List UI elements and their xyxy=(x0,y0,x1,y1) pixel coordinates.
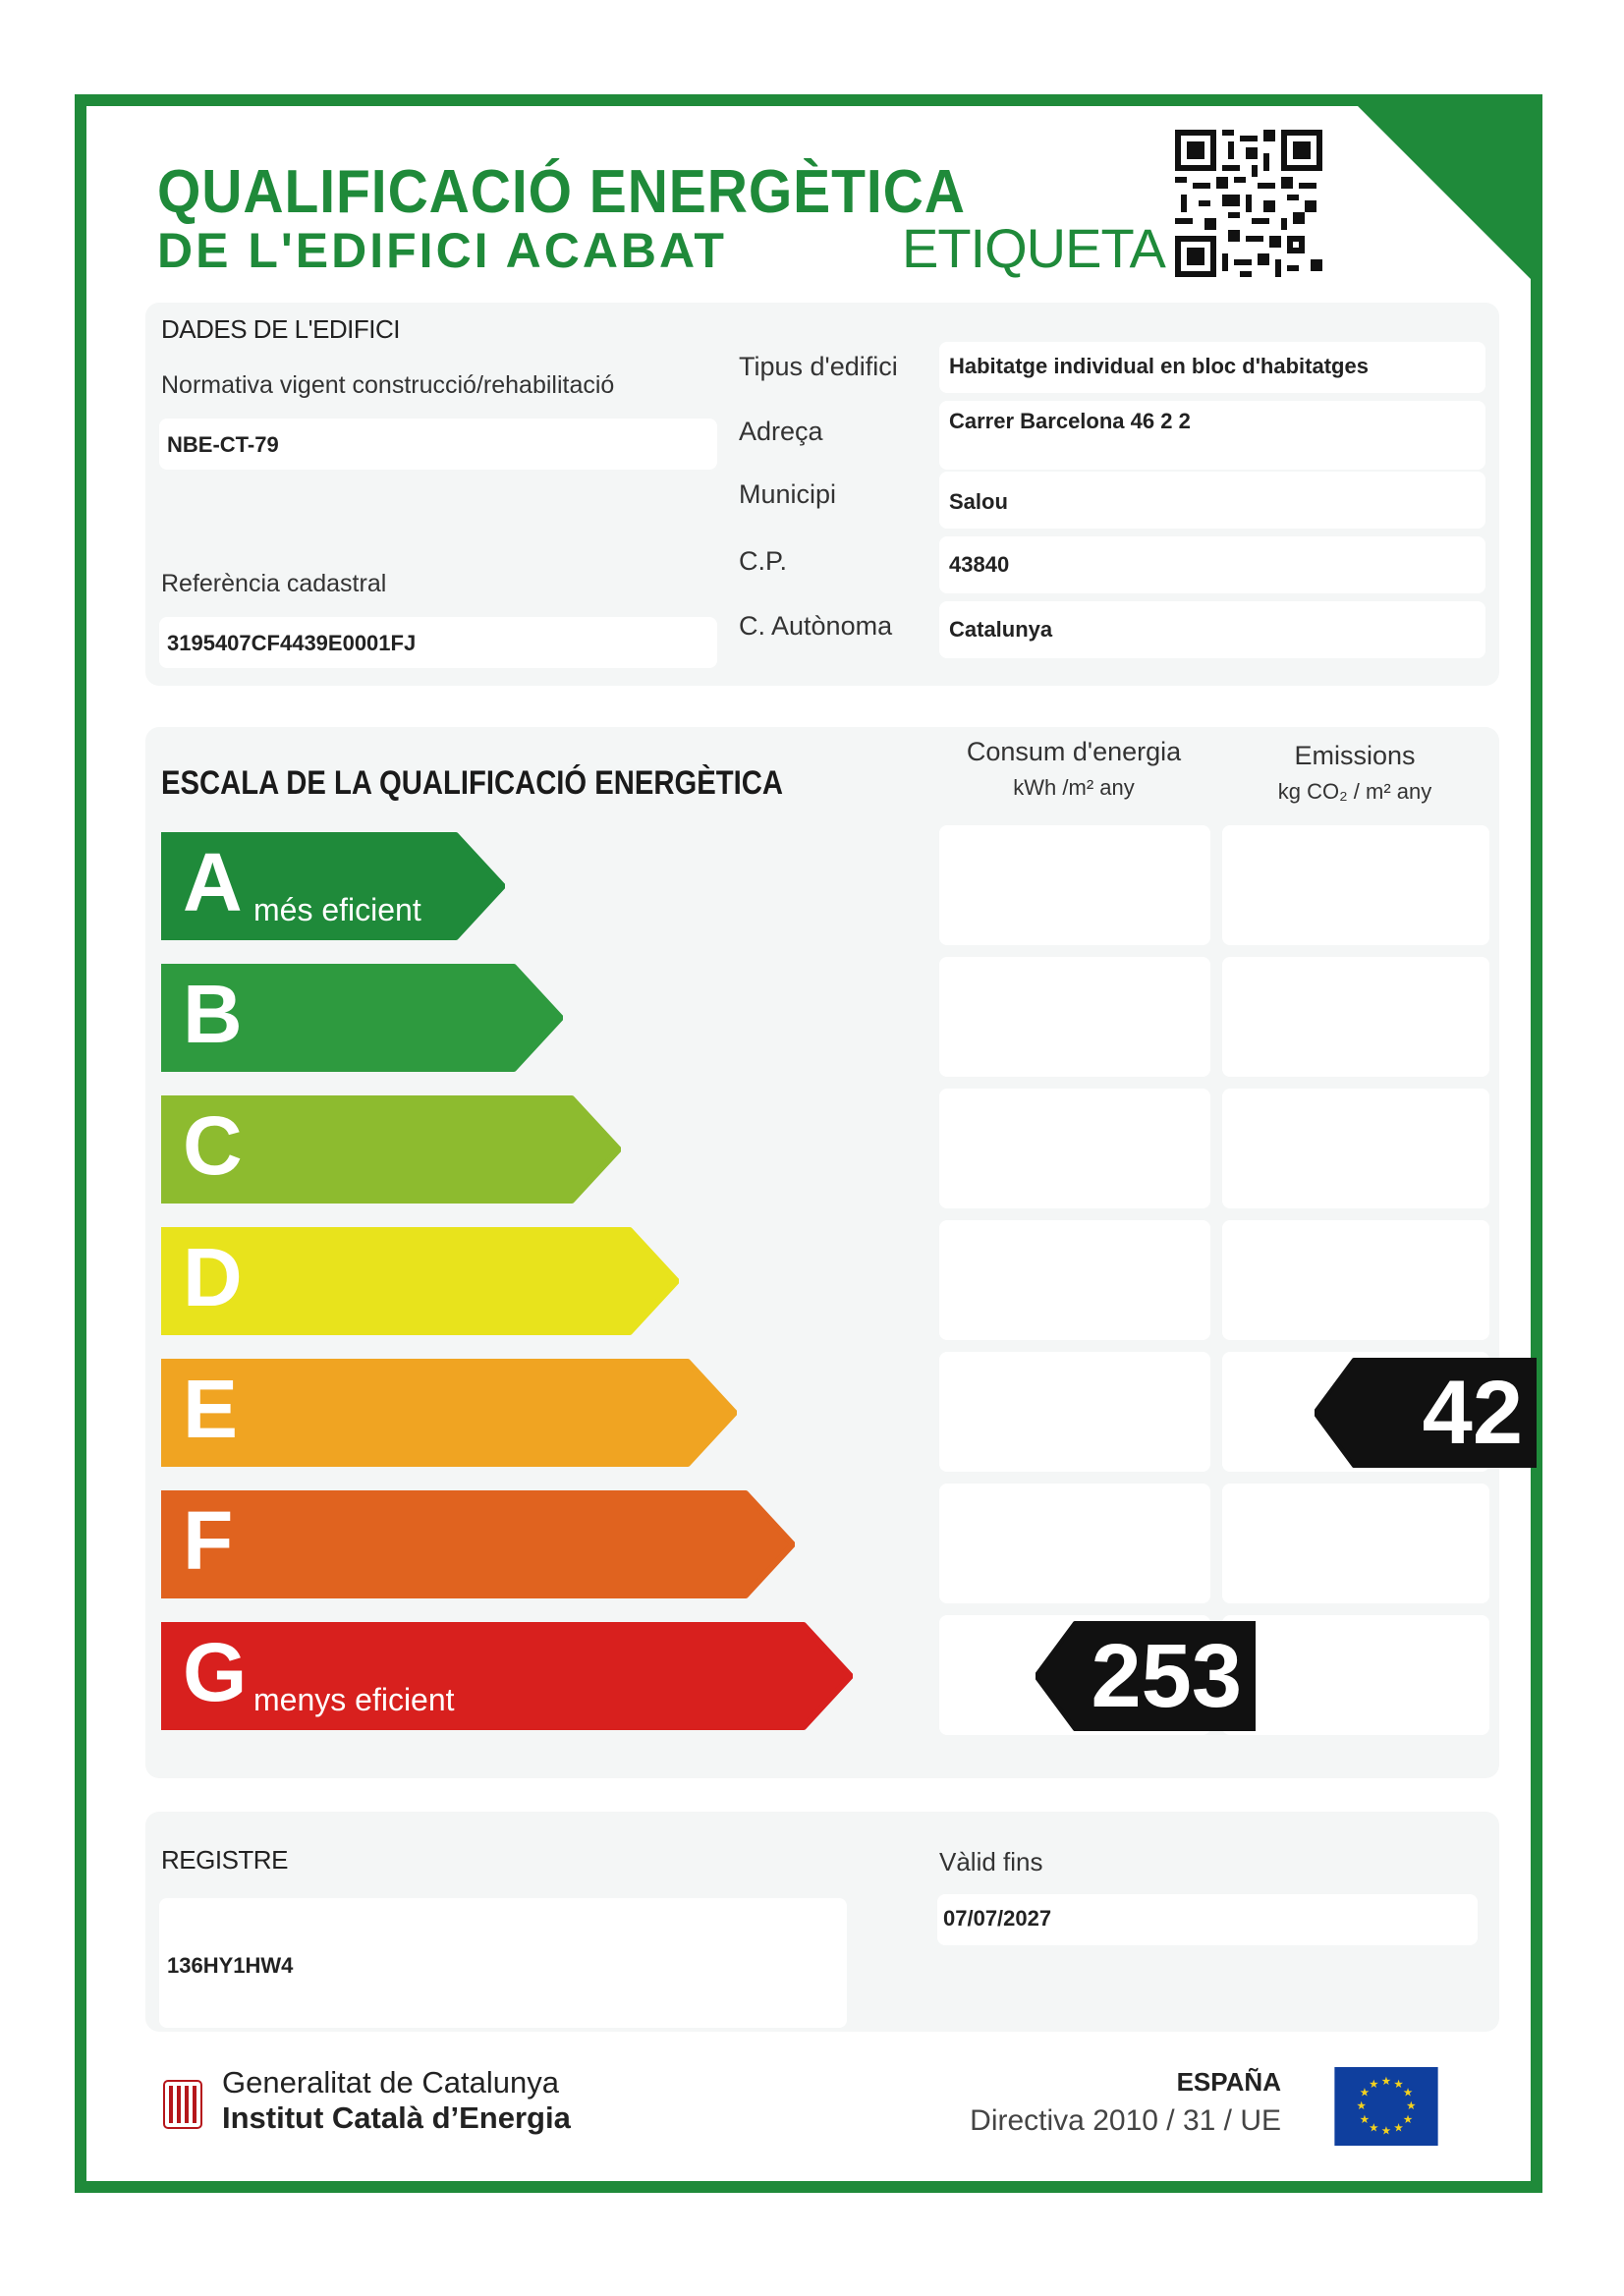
etiqueta-label: ETIQUETA xyxy=(902,217,1165,279)
registre-panel xyxy=(145,1812,1499,2032)
svg-text:★: ★ xyxy=(1380,2123,1392,2138)
org-line2: Institut Català d’Energia xyxy=(222,2100,571,2135)
emissions-unit: kg CO₂ / m² any xyxy=(1277,779,1432,804)
country-label: ESPAÑA xyxy=(1176,2067,1281,2097)
class-caption-g: menys eficient xyxy=(253,1682,455,1717)
class-letter-f: F xyxy=(183,1494,234,1587)
consum-header xyxy=(939,737,1208,801)
consum-cell-f xyxy=(939,1484,1210,1603)
svg-text:★: ★ xyxy=(1359,2111,1371,2126)
consum-unit: kWh /m² any xyxy=(1013,775,1135,800)
svg-text:★: ★ xyxy=(1393,2077,1404,2092)
valid-label: Vàlid fins xyxy=(939,1847,1043,1876)
referencia-cell xyxy=(159,617,717,668)
referencia-label: Referència cadastral xyxy=(161,570,387,597)
registre-cell xyxy=(159,1898,847,2028)
emissions-indicator-value: 42 xyxy=(1422,1363,1523,1463)
autonoma-cell xyxy=(939,601,1485,658)
class-letter-g: G xyxy=(183,1626,248,1718)
referencia-value: 3195407CF4439E0001FJ xyxy=(167,631,417,655)
cp-label: C.P. xyxy=(739,546,788,576)
adreca-label: Adreça xyxy=(739,417,823,446)
municipi-cell xyxy=(939,472,1485,529)
tipus-value: Habitatge individual en bloc d'habitatges xyxy=(949,354,1369,378)
class-bar-f xyxy=(161,1489,795,1599)
consum-cell-e xyxy=(939,1352,1210,1472)
cp-cell xyxy=(939,536,1485,593)
adreca-cell xyxy=(939,401,1485,470)
title-line1: QUALIFICACIÓ ENERGÈTICA xyxy=(157,158,966,226)
autonoma-value: Catalunya xyxy=(949,617,1053,642)
tipus-cell xyxy=(939,342,1485,393)
emissions-cell-f xyxy=(1222,1484,1489,1603)
normativa-cell xyxy=(159,419,717,470)
emissions-indicator xyxy=(1315,1358,1537,1468)
svg-text:★: ★ xyxy=(1402,2085,1414,2100)
qr-code-icon xyxy=(1175,130,1322,277)
consum-indicator-value: 253 xyxy=(1091,1626,1242,1726)
municipi-label: Municipi xyxy=(739,479,837,509)
title-line2: DE L'EDIFICI ACABAT xyxy=(157,223,727,278)
consum-cell-c xyxy=(939,1089,1210,1208)
class-caption-a: més eficient xyxy=(253,892,421,927)
corner-triangle xyxy=(1346,94,1542,291)
valid-cell xyxy=(937,1894,1478,1945)
class-letter-c: C xyxy=(183,1099,243,1192)
consum-label: Consum d'energia xyxy=(966,737,1182,766)
class-letter-e: E xyxy=(183,1363,239,1455)
municipi-value: Salou xyxy=(949,489,1008,514)
emissions-header xyxy=(1220,741,1489,805)
building-data-panel xyxy=(145,303,1499,686)
svg-text:★: ★ xyxy=(1359,2085,1371,2100)
scale-heading: ESCALA DE LA QUALIFICACIÓ ENERGÈTICA xyxy=(161,764,784,802)
autonoma-label: C. Autònoma xyxy=(739,611,893,641)
tipus-label: Tipus d'edifici xyxy=(739,352,898,381)
consum-cell-d xyxy=(939,1220,1210,1340)
consum-indicator xyxy=(1036,1621,1256,1731)
consum-cell-a xyxy=(939,825,1210,945)
svg-text:★: ★ xyxy=(1369,2120,1379,2135)
generalitat-logo-icon xyxy=(163,2071,202,2138)
cp-value: 43840 xyxy=(949,552,1010,577)
svg-text:★: ★ xyxy=(1380,2073,1392,2088)
svg-text:★: ★ xyxy=(1393,2120,1404,2135)
emissions-cell-a xyxy=(1222,825,1489,945)
registre-value: 136HY1HW4 xyxy=(167,1953,294,1978)
emissions-label: Emissions xyxy=(1294,741,1416,770)
registre-label: REGISTRE xyxy=(161,1845,288,1875)
eu-flag-icon xyxy=(1334,2067,1438,2146)
class-bar-e xyxy=(161,1358,737,1468)
org-line1: Generalitat de Catalunya xyxy=(222,2065,559,2100)
class-letter-b: B xyxy=(183,968,243,1060)
svg-text:★: ★ xyxy=(1406,2099,1417,2113)
energy-scale-panel xyxy=(145,727,1523,1778)
class-letter-a: A xyxy=(183,836,243,928)
emissions-cell-d xyxy=(1222,1220,1489,1340)
directive-label: Directiva 2010 / 31 / UE xyxy=(970,2104,1281,2137)
normativa-value: NBE-CT-79 xyxy=(167,432,279,457)
valid-value: 07/07/2027 xyxy=(943,1906,1052,1931)
class-letter-d: D xyxy=(183,1231,243,1323)
emissions-cell-g xyxy=(1222,1615,1489,1735)
emissions-cell-c xyxy=(1222,1089,1489,1208)
svg-text:★: ★ xyxy=(1402,2111,1414,2126)
emissions-cell-b xyxy=(1222,957,1489,1077)
energy-label-frame xyxy=(75,94,1542,2193)
adreca-value: Carrer Barcelona 46 2 2 xyxy=(949,409,1191,433)
svg-text:★: ★ xyxy=(1356,2099,1367,2113)
svg-text:★: ★ xyxy=(1369,2077,1379,2092)
building-data-heading: DADES DE L'EDIFICI xyxy=(161,314,401,344)
consum-cell-b xyxy=(939,957,1210,1077)
normativa-label: Normativa vigent construcció/rehabilitació xyxy=(161,371,615,399)
